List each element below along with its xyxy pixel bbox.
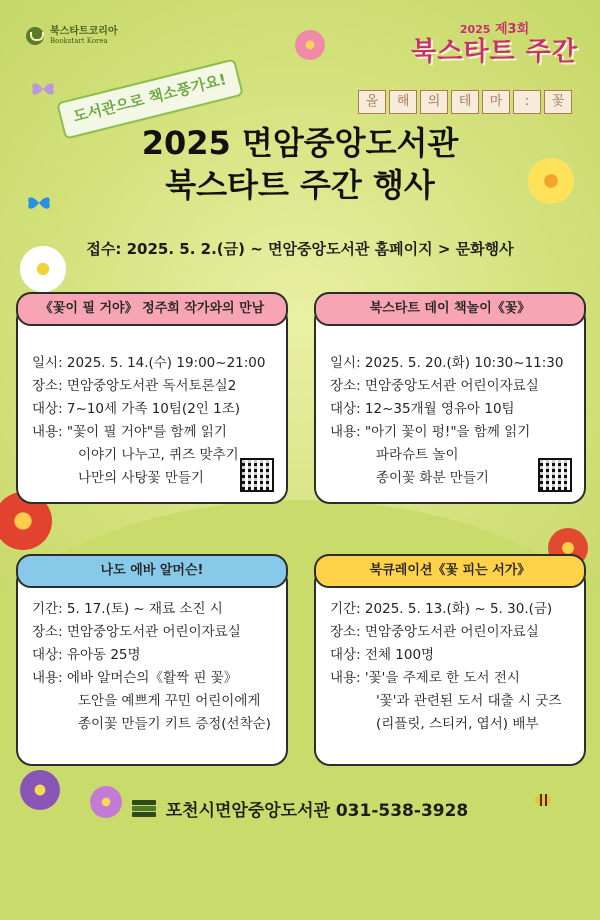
card-row: 장소: 면암중앙도서관 독서토론실2 <box>32 378 237 394</box>
page-title <box>0 122 600 206</box>
pink-flower-decoration <box>295 30 325 60</box>
event-card-eva-armisen <box>16 563 288 766</box>
butterfly-icon-2 <box>30 80 56 98</box>
card-row: 장소: 면암중앙도서관 어린이자료실 <box>32 624 241 640</box>
card-row: 내용: "꽃이 필 거야"를 함께 읽기 <box>32 424 227 440</box>
library-contact <box>0 796 600 821</box>
card-row: 대상: 유아동 25명 <box>32 647 141 663</box>
registration-info: 접수: 2025. 5. 2.(금) ~ 면암중앙도서관 홈페이지 > 문화행사 <box>86 240 514 258</box>
theme-char: 의 <box>420 90 448 114</box>
event-card-book-curation <box>314 563 586 766</box>
card-subrow: 이야기 나누고, 퀴즈 맞추기 <box>78 447 239 463</box>
book-stack-icon <box>132 800 156 818</box>
logo-icon <box>26 27 44 45</box>
week-year: 2025 <box>459 23 491 36</box>
card-row: 대상: 7~10세 가족 10팀(2인 1조) <box>32 401 241 417</box>
card-subrow: 종이꽃 화분 만들기 <box>376 470 489 486</box>
card-header: 북스타트 데이 책놀이《꽃》 <box>314 292 586 326</box>
card-row: 일시: 2025. 5. 14.(수) 19:00~21:00 <box>32 355 266 371</box>
card-row: 대상: 12~35개월 영유아 10팀 <box>330 401 515 417</box>
theme-char: : <box>513 90 541 114</box>
card-subrow: 나만의 사탕꽃 만들기 <box>78 470 204 486</box>
title-line-1: 2025 면암중앙도서관 <box>141 124 459 162</box>
card-row: 기간: 2025. 5. 13.(화) ~ 5. 30.(금) <box>330 601 553 617</box>
theme-boxes <box>358 90 572 114</box>
card-header: 나도 에바 알머슨! <box>16 554 288 588</box>
theme-char: 꽃 <box>544 90 572 114</box>
event-card-book-play <box>314 301 586 504</box>
card-row: 장소: 면암중앙도서관 어린이자료실 <box>330 378 539 394</box>
card-subrow: 파라슈트 놀이 <box>376 447 459 463</box>
card-subrow: (리플릿, 스티커, 엽서) 배부 <box>376 716 539 732</box>
card-header: 《꽃이 필 거야》 정주희 작가와의 만남 <box>16 292 288 326</box>
logo-english: Bookstart Korea <box>50 37 108 45</box>
week-title: 북스타트 주간 <box>411 37 578 67</box>
picnic-ribbon: 도서관으로 책소풍가요! <box>56 58 244 139</box>
event-card-author-meeting <box>16 301 288 504</box>
qr-code[interactable] <box>240 458 274 492</box>
qr-code[interactable] <box>538 458 572 492</box>
library-phone: 포천시면암중앙도서관 031-538-3928 <box>165 801 469 821</box>
card-row: 내용: '꽃'을 주제로 한 도서 전시 <box>330 670 520 686</box>
theme-char: 테 <box>451 90 479 114</box>
card-header: 북큐레이션《꽃 피는 서가》 <box>314 554 586 588</box>
card-row: 기간: 5. 17.(토) ~ 재료 소진 시 <box>32 601 223 617</box>
card-row: 내용: "아기 꽃이 펑!"을 함께 읽기 <box>330 424 531 440</box>
theme-char: 올 <box>358 90 386 114</box>
card-row: 일시: 2025. 5. 20.(화) 10:30~11:30 <box>330 355 564 371</box>
week-edition: 제3회 <box>494 22 530 37</box>
card-row: 장소: 면암중앙도서관 어린이자료실 <box>330 624 539 640</box>
theme-char: 마 <box>482 90 510 114</box>
logo-korean: 북스타트코리아 <box>50 26 118 37</box>
card-row: 대상: 전체 100명 <box>330 647 435 663</box>
card-subrow: 도안을 예쁘게 꾸민 어린이에게 <box>78 693 261 709</box>
title-line-2: 북스타트 주간 행사 <box>165 166 435 204</box>
card-subrow: 종이꽃 만들기 키트 증정(선착순) <box>78 716 271 732</box>
card-subrow: '꽃'과 관련된 도서 대출 시 굿즈 <box>376 693 562 709</box>
theme-char: 해 <box>389 90 417 114</box>
bookstart-korea-logo <box>26 26 118 46</box>
bookstart-week-badge <box>407 18 582 67</box>
card-row: 내용: 에바 알머슨의《활짝 핀 꽃》 <box>32 670 238 686</box>
